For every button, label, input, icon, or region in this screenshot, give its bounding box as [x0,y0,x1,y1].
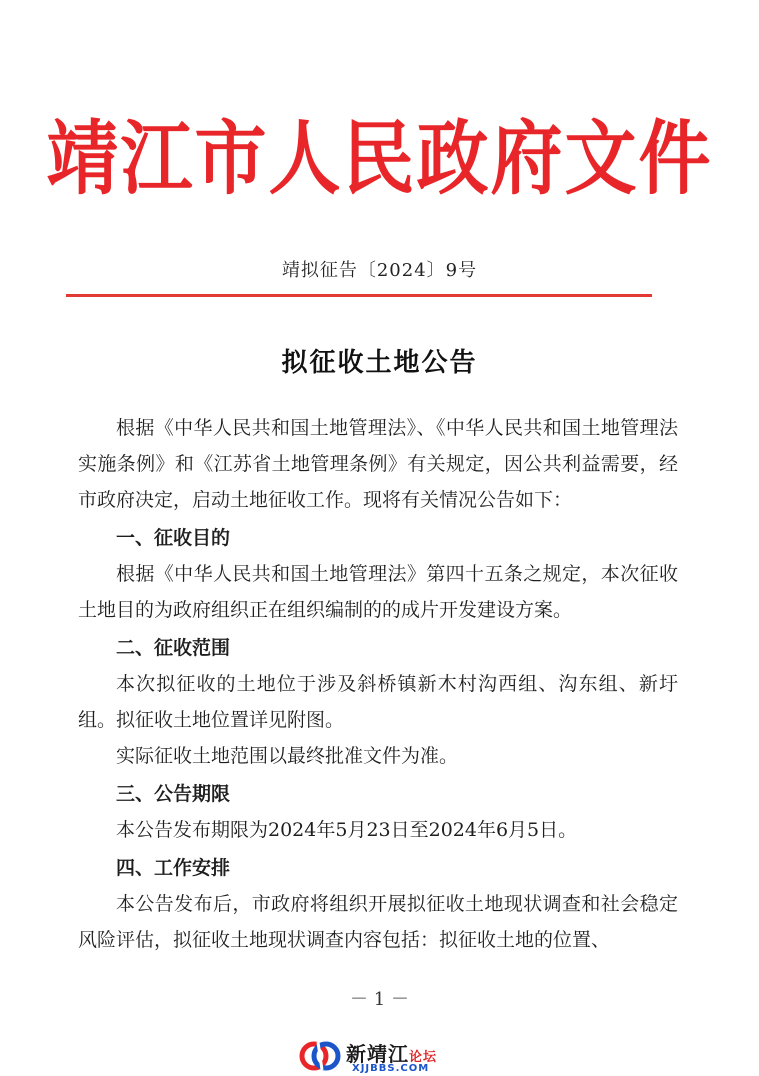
document-number: 靖拟征告〔2024〕9号 [281,260,478,281]
notice-body [78,410,678,958]
forum-watermark-logo [298,1036,468,1076]
forum-name: 新靖江 [346,1042,409,1066]
section-paragraph: 本公告发布后，市政府将组织开展拟征收土地现状调查和社会稳定风险评估，拟征收土地现状调查内容包括：拟征收土地的位置、 [78,893,678,951]
red-divider-line [66,294,652,297]
section-heading-scope: 二、征收范围 [116,637,231,659]
section-heading-arrangement: 四、工作安排 [116,857,231,879]
notice-title: 拟征收土地公告 [281,348,478,378]
section-paragraph: 根据《中华人民共和国土地管理法》第四十五条之规定，本次征收土地目的为政府组织正在组织编制的的成片开发建设方案。 [78,563,678,621]
section-paragraph: 实际征收土地范围以最终批准文件为准。 [116,745,459,767]
section-paragraph: 本公告发布期限为2024年5月23日至2024年6月5日。 [116,819,578,841]
forum-url: XJJBBS.COM [352,1063,430,1074]
section-paragraph: 本次拟征收的土地位于涉及斜桥镇新木村沟西组、沟东组、新圩组。拟征收土地位置详见附图。 [78,673,678,731]
masthead-title: 靖江市人民政府文件 [46,110,713,206]
intro-paragraph: 根据《中华人民共和国土地管理法》、《中华人民共和国土地管理法实施条例》和《江苏省土地管理条例》有关规定，因公共利益需要，经市政府决定，启动土地征收工作。现将有关情况公告如下： [78,417,678,511]
section-heading-purpose: 一、征收目的 [116,527,231,549]
page-number: － 1 － [350,989,409,1010]
section-heading-period: 三、公告期限 [116,783,231,805]
forum-name-suffix: 论坛 [409,1050,438,1065]
forum-logo-icon [298,1036,342,1076]
